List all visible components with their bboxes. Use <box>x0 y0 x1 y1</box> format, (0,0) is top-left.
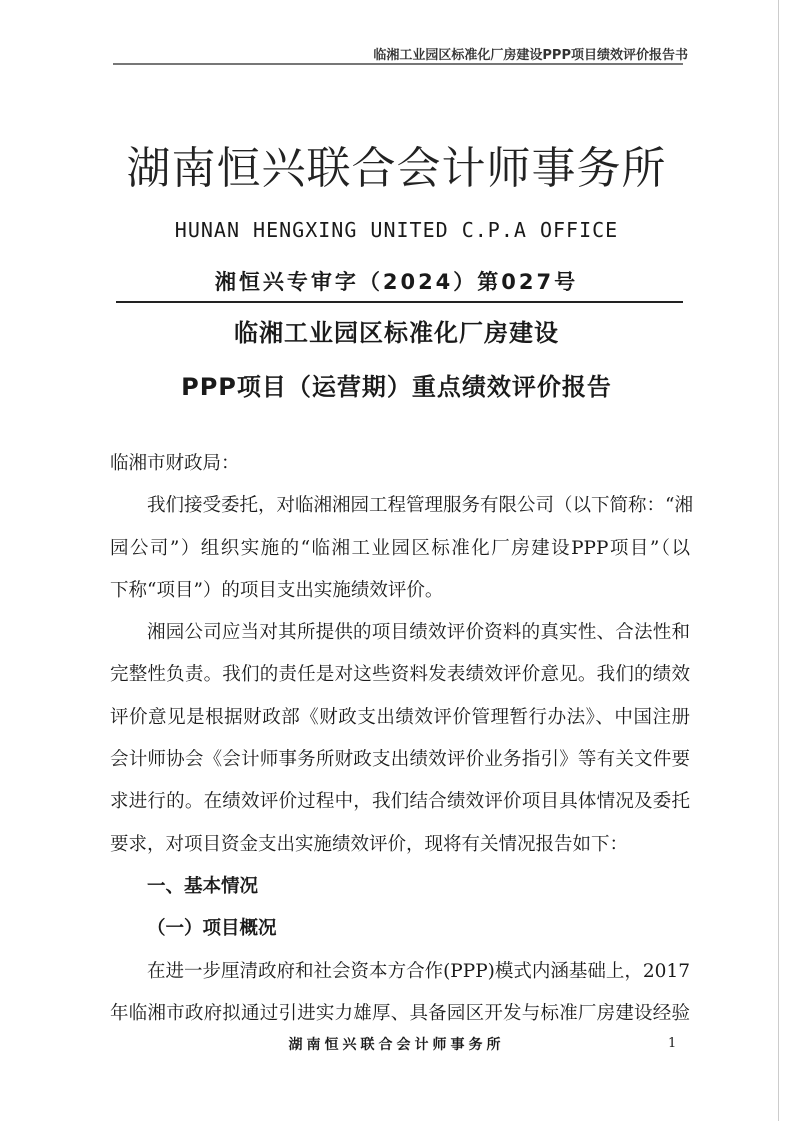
firm-name: 湖南恒兴联合会计师事务所 <box>126 143 667 194</box>
firm-name-english: HUNAN HENGXING UNITED C.P.A OFFICE <box>174 218 619 242</box>
paragraph-line: 会计师协会《会计师事务所财政支出绩效评价业务指引》等有关文件要 <box>110 749 690 771</box>
page-number: 1 <box>668 1036 677 1051</box>
paragraph-line: 年临湘市政府拟通过引进实力雄厚、具备园区开发与标准厂房建设经验 <box>110 1002 690 1024</box>
document-number: 湘恒兴专审字（2024）第027号 <box>214 270 579 294</box>
title-rule <box>116 301 683 303</box>
paragraph-line: 要求，对项目资金支出实施绩效评价，现将有关情况报告如下： <box>110 833 629 855</box>
paragraph-line: 评价意见是根据财政部《财政支出绩效评价管理暂行办法》、中国注册 <box>110 706 690 728</box>
section-heading: 一、基本情况 <box>147 875 259 897</box>
footer-firm: 湖南恒兴联合会计师事务所 <box>288 1037 505 1053</box>
addressee: 临湘市财政局： <box>110 453 240 474</box>
paragraph-line: 求进行的。在绩效评价过程中，我们结合绩效评价项目具体情况及委托 <box>110 791 690 813</box>
report-title-line1: 临湘工业园区标准化厂房建设 <box>234 319 559 347</box>
paragraph-line: 在进一步厘清政府和社会资本方合作(PPP)模式内涵基础上，2017 <box>147 960 690 982</box>
scan-edge <box>778 0 779 1121</box>
paragraph-line: 园公司”）组织实施的“临湘工业园区标准化厂房建设PPP项目”（以 <box>110 537 690 559</box>
subsection-heading: （一）项目概况 <box>147 918 277 940</box>
paragraph-line: 完整性负责。我们的责任是对这些资料发表绩效评价意见。我们的绩效 <box>110 664 690 686</box>
running-header: 临湘工业园区标准化厂房建设PPP项目绩效评价报告书 <box>373 48 688 63</box>
paragraph-line: 湘园公司应当对其所提供的项目绩效评价资料的真实性、合法性和 <box>147 622 690 644</box>
paragraph-line: 下称“项目”）的项目支出实施绩效评价。 <box>110 579 444 601</box>
report-body <box>110 450 693 1042</box>
report-title-line2: PPP项目（运营期）重点绩效评价报告 <box>181 373 612 401</box>
paragraph-line: 我们接受委托，对临湘湘园工程管理服务有限公司（以下简称：“湘 <box>147 495 693 517</box>
header-rule <box>113 63 683 65</box>
